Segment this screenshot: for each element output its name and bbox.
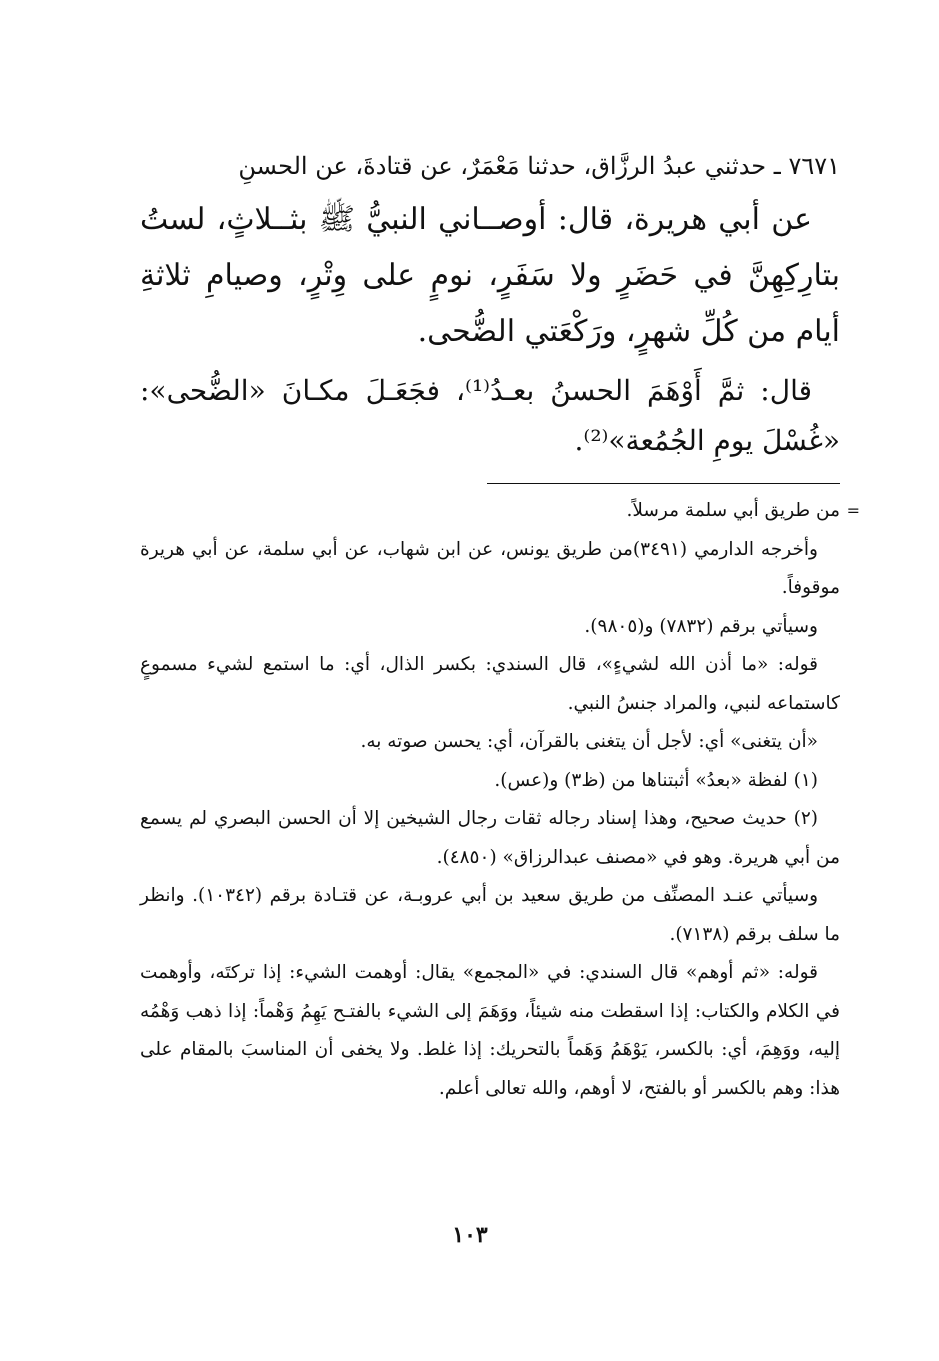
footnote-line: «أن يتغنى» أي: لأجل أن يتغنى بالقرآن، أي: يحسن صوته به.: [360, 731, 818, 752]
page-number: ١٠٣: [452, 1222, 488, 1248]
footnote-1: (١) لفظة «بعدُ» أثبتناها من (ظ٣) و(عس).: [494, 769, 818, 791]
footnote-line: وسيأتي عنـد المصنِّف من طريق سعيد بن أبي عروبـة، عن قتـادة برقم (١٠٣٤٢). وانظر ما سلف برقم (٧١٣٨).: [140, 885, 840, 945]
hadith-matn: عن أبي هريرة، قال: أوصــاني النبيُّ ﷺ بثــلاثٍ، لستُ بتارِكِهِنَّ في حَضَرٍ ولا سَفَرٍ، نومٍ على وِتْرٍ، وصيامِ ثلاثةِ أيام من كُلِّ شهرٍ، ورَكْعَتي الضُّحى.: [140, 202, 840, 349]
footnote-line: وسيأتي برقم (٧٨٣٢) و(٩٨٠٥).: [584, 615, 818, 637]
footnote-continuation: [140, 492, 860, 531]
footnote-line: وأخرجه الدارمي (٣٤٩١)من طريق يونس، عن ابن شهاب، عن أبي سلمة، عن أبي هريرة موقوفاً.: [140, 538, 840, 598]
footnote-line: من طريق أبي سلمة مرسلاً.: [626, 500, 840, 521]
footnote-2: (٢) حديث صحيح، وهذا إسناد رجاله ثقات رجال الشيخين إلا أن الحسن البصري لم يسمع من أبي هريرة. وهو في «مصنف عبدالرزاق» (٤٨٥٠).: [140, 808, 840, 868]
footnote-line: قوله: «ما أذن الله لشيءٍ»، قال السندي: بكسر الذال، أي: ما استمع لشيء مسموعٍ كاستماعه لنبي، والمراد جنسُ النبي.: [140, 654, 840, 714]
footnotes-block: [140, 492, 860, 1108]
hadith-narrator-note: قال: ثمَّ أَوْهَمَ الحسنُ بعـدُ⁽¹⁾، فجَعَـلَ مكـانَ «الضُّحى»: «غُسْلَ يومِ الجُمُعة»⁽²⁾.: [140, 374, 840, 457]
hadith-block: [140, 140, 840, 466]
footnote-line: قوله: «ثم أوهم» قال السندي: في «المجمع» يقال: أوهمت الشيء: إذا تركتَه، وأوهمت في الكلام والكتاب: إذا اسقطت منه شيئاً، ووَهَمَ إلى الشيء بالفتـح يَهِمُ وَهْماً: إذا ذهب وَهْمُه إليه، ووَهِمَ، أي: بالكسر، يَوْهَمُ وَهَماً بالتحريك: إذا غلط. ولا يخفى أن المناسبَ بالمقام على هذا: وهم بالكسر أو بالفتح، لا أوهم، والله تعالى أعلم.: [140, 962, 840, 1099]
continuation-mark: =: [846, 501, 860, 520]
footnote-separator: [487, 483, 840, 484]
hadith-isnad: ٧٦٧١ ـ حدثني عبدُ الرزَّاق، حدثنا مَعْمَرٌ، عن قتادةَ، عن الحسنِ: [238, 152, 840, 180]
